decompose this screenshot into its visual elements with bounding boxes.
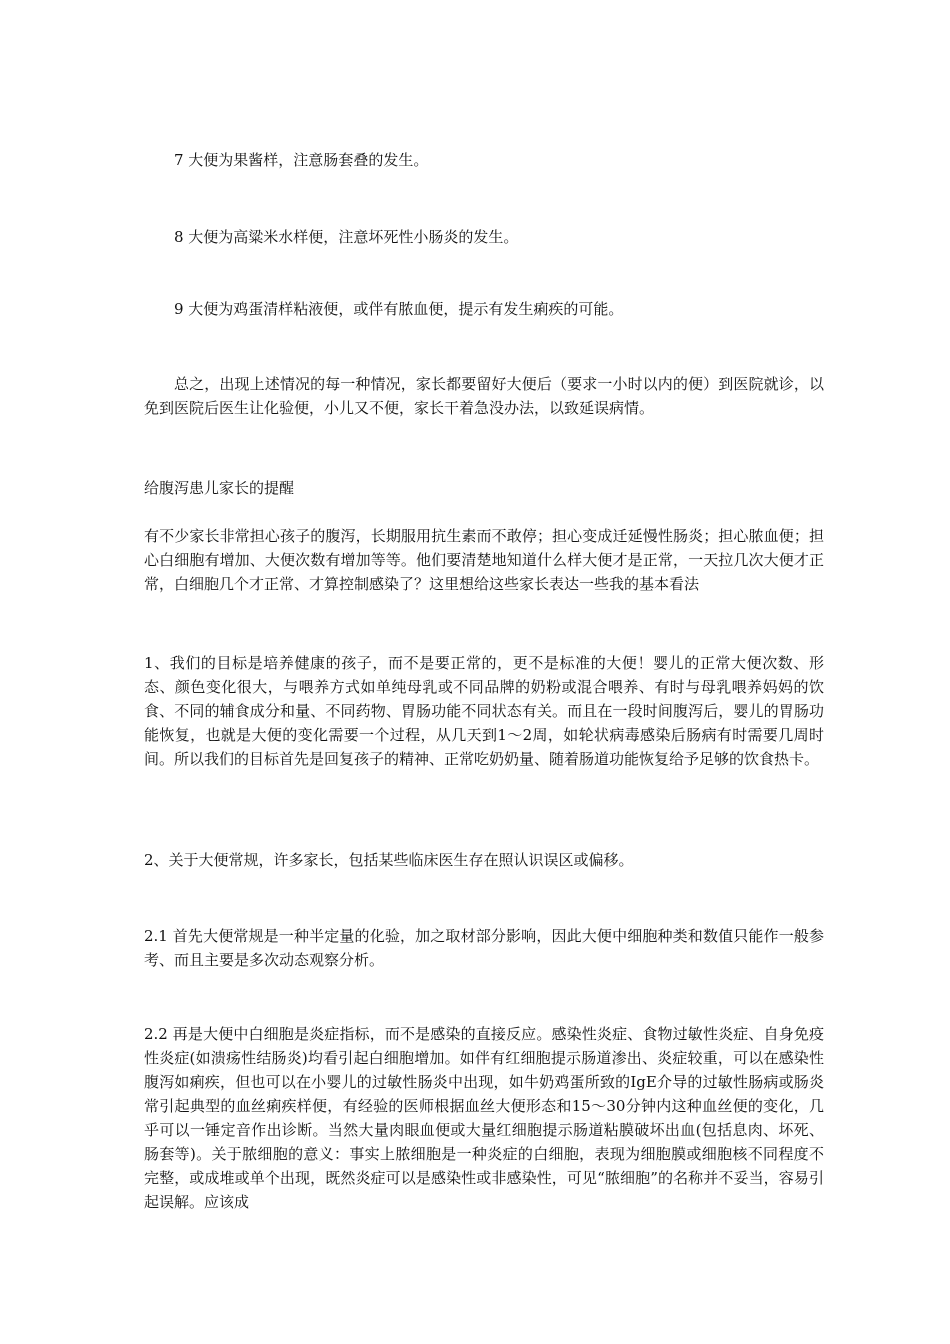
section-heading: 给腹泻患儿家长的提醒	[144, 479, 295, 497]
point-2-2-paragraph: 2.2 再是大便中白细胞是炎症指标，而不是感染的直接反应。感染性炎症、食物过敏性炎症、自身免疫性炎症(如溃疡性结肠炎)均看引起白细胞增加。如伴有红细胞提示肠道渗出、炎症较重，可以在感染性腹泻如痢疾，但也可以在小婴儿的过敏性肠炎中出现，如牛奶鸡蛋所致的IgE介导的过敏性肠病或肠炎常引起典型的血丝痢疾样便，有经验的医师根据血丝大便形态和15～30分钟内这种血丝便的变化，几乎可以一锤定音作出诊断。当然大量肉眼血便或大量红细胞提示肠道粘膜破坏出血(包括息肉、坏死、肠套等)。关于脓细胞的意义：事实上脓细胞是一种炎症的白细胞，表现为细胞膜或细胞核不同程度不完整，或成堆或单个出现，既然炎症可以是感染性或非感染性，可见“脓细胞”的名称并不妥当，容易引起误解。应该成	[144, 1025, 824, 1211]
list-item-7: 7 大便为果酱样，注意肠套叠的发生。	[174, 151, 429, 169]
point-2-paragraph: 2、关于大便常规，许多家长，包括某些临床医生存在照认识误区或偏移。	[144, 851, 634, 869]
summary-paragraph: 总之，出现上述情况的每一种情况，家长都要留好大便后（要求一小时以内的便）到医院就诊，以免到医院后医生让化验便，小儿又不便，家长干着急没办法，以致延误病情。	[144, 375, 824, 417]
list-item-9: 9 大便为鸡蛋清样粘液便，或伴有脓血便，提示有发生痢疾的可能。	[174, 300, 624, 318]
point-1-paragraph: 1、我们的目标是培养健康的孩子，而不是要正常的，更不是标准的大便！婴儿的正常大便次数、形态、颜色变化很大，与喂养方式如单纯母乳或不同品牌的奶粉或混合喂养、有时与母乳喂养妈妈的饮食、不同的辅食成分和量、不同药物、胃肠功能不同状态有关。而且在一段时间腹泻后，婴儿的胃肠功能恢复，也就是大便的变化需要一个过程，从几天到1～2周，如轮状病毒感染后肠病有时需要几周时间。所以我们的目标首先是回复孩子的精神、正常吃奶奶量、随着肠道功能恢复给予足够的饮食热卡。	[144, 654, 824, 768]
list-item-8: 8 大便为高粱米水样便，注意坏死性小肠炎的发生。	[174, 228, 519, 246]
point-2-1-paragraph: 2.1 首先大便常规是一种半定量的化验，加之取材部分影响，因此大便中细胞种类和数值只能作一般参考、而且主要是多次动态观察分析。	[144, 927, 824, 969]
intro-paragraph: 有不少家长非常担心孩子的腹泻，长期服用抗生素而不敢停；担心变成迁延慢性肠炎；担心脓血便；担心白细胞有增加、大便次数有增加等等。他们要清楚地知道什么样大便才是正常，一天拉几次大便才正常，白细胞几个才正常、才算控制感染了？这里想给这些家长表达一些我的基本看法	[144, 527, 824, 593]
